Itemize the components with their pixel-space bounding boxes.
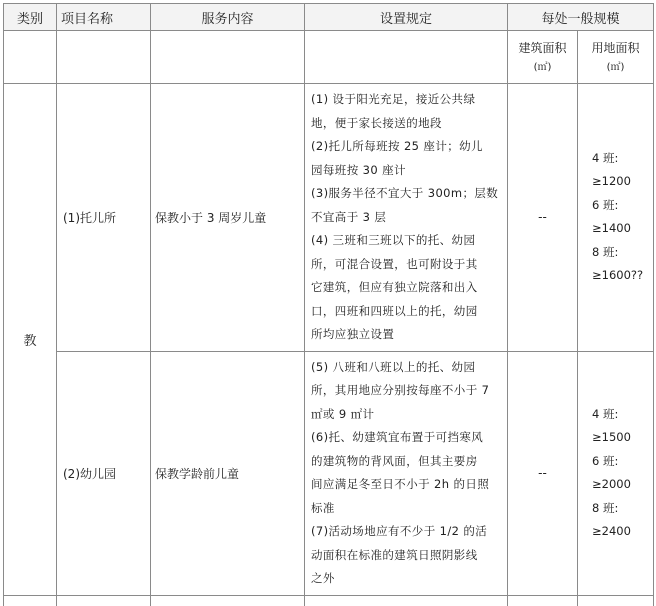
subheader-land-area — [578, 31, 654, 84]
service-content: 保教学龄前儿童 — [151, 351, 305, 595]
rule-line: 园每班按 30 座计 — [311, 162, 406, 177]
land-line: ≥1600?? — [592, 268, 644, 283]
header-project: 项目名称 — [57, 4, 151, 31]
partial-cell — [151, 595, 305, 606]
land-line: ≥2400 — [592, 524, 631, 538]
building-area-value: -- — [508, 351, 578, 595]
land-line: 8 班: — [592, 500, 619, 515]
rule-line: 地，便于家长接送的地段 — [311, 115, 442, 130]
land-line: 6 班: — [592, 453, 619, 468]
land-area-value — [578, 351, 654, 595]
header-category: 类别 — [4, 4, 57, 31]
header-rules: 设置规定 — [305, 4, 508, 31]
partial-cell — [4, 595, 57, 606]
rule-line: 动面积在标准的建筑日照阴影线 — [311, 547, 478, 562]
header-scale: 每处一般规模 — [508, 4, 654, 31]
land-line: 6 班: — [592, 197, 619, 212]
category-cell: 教 — [4, 84, 57, 596]
land-area-label: 用地面积 — [591, 41, 640, 55]
building-area-label: 建筑面积 — [518, 41, 567, 55]
rule-line: (4) 三班和三班以下的托、幼园 — [311, 233, 476, 247]
rule-line: (6)托、幼建筑宜布置于可挡寒风 — [311, 430, 484, 444]
rule-line: (1) 设于阳光充足，接近公共绿 — [311, 92, 476, 106]
rule-line: (3)服务半径不宜大于 300m；层数 — [311, 186, 499, 200]
rule-line: 之外 — [311, 571, 335, 585]
rule-line: 所，其用地应分别按每座不小于 7 — [311, 383, 490, 397]
subheader-row — [4, 31, 654, 84]
subheader-empty-4 — [305, 31, 508, 84]
header-row — [4, 4, 654, 31]
rule-line: ㎡或 9 ㎡计 — [311, 406, 375, 421]
facility-standards-table — [3, 3, 654, 606]
partial-cell — [508, 595, 578, 606]
subheader-empty-1 — [4, 31, 57, 84]
rule-line: 口，四班和四班以上的托，幼园 — [311, 303, 478, 318]
land-area-value — [578, 84, 654, 352]
table-row-partial — [4, 595, 654, 606]
rule-line: 所均应独立设置 — [311, 327, 395, 341]
land-line: 4 班: — [592, 150, 619, 165]
header-service: 服务内容 — [151, 4, 305, 31]
rule-line: 所，可混合设置，也可附设于其 — [311, 256, 478, 271]
land-line: ≥1500 — [592, 430, 631, 444]
subheader-empty-3 — [151, 31, 305, 84]
table-row-nursery — [4, 84, 654, 352]
subheader-building-area — [508, 31, 578, 84]
partial-cell — [57, 595, 151, 606]
partial-cell — [578, 595, 654, 606]
rule-line: 间应满足冬至日不小于 2h 的日照 — [311, 477, 490, 491]
building-area-unit: (㎡) — [533, 62, 552, 73]
land-line: 8 班: — [592, 244, 619, 259]
rules-cell — [305, 84, 508, 352]
land-line: ≥1400 — [592, 221, 631, 236]
rule-line: 的建筑物的背风面，但其主要房 — [311, 453, 478, 468]
rule-line: (5) 八班和八班以上的托、幼园 — [311, 359, 476, 374]
table-row-kindergarten — [4, 351, 654, 595]
rule-line: 不宜高于 3 层 — [311, 209, 387, 224]
land-line: ≥2000 — [592, 477, 631, 491]
rule-line: (2)托儿所每班按 25 座计；幼儿 — [311, 139, 483, 153]
rule-line: 它建筑，但应有独立院落和出入 — [311, 280, 478, 294]
project-name: (2)幼儿园 — [57, 351, 151, 595]
rule-line: 标准 — [311, 500, 335, 515]
land-line: ≥1200 — [592, 174, 631, 189]
rules-cell — [305, 351, 508, 595]
service-content: 保教小于 3 周岁儿童 — [151, 84, 305, 352]
land-line: 4 班: — [592, 406, 619, 421]
land-area-unit: (㎡) — [606, 62, 625, 73]
partial-cell — [305, 595, 508, 606]
building-area-value: -- — [508, 84, 578, 352]
subheader-empty-2 — [57, 31, 151, 84]
project-name: (1)托儿所 — [57, 84, 151, 352]
rule-line: (7)活动场地应有不少于 1/2 的活 — [311, 524, 488, 538]
